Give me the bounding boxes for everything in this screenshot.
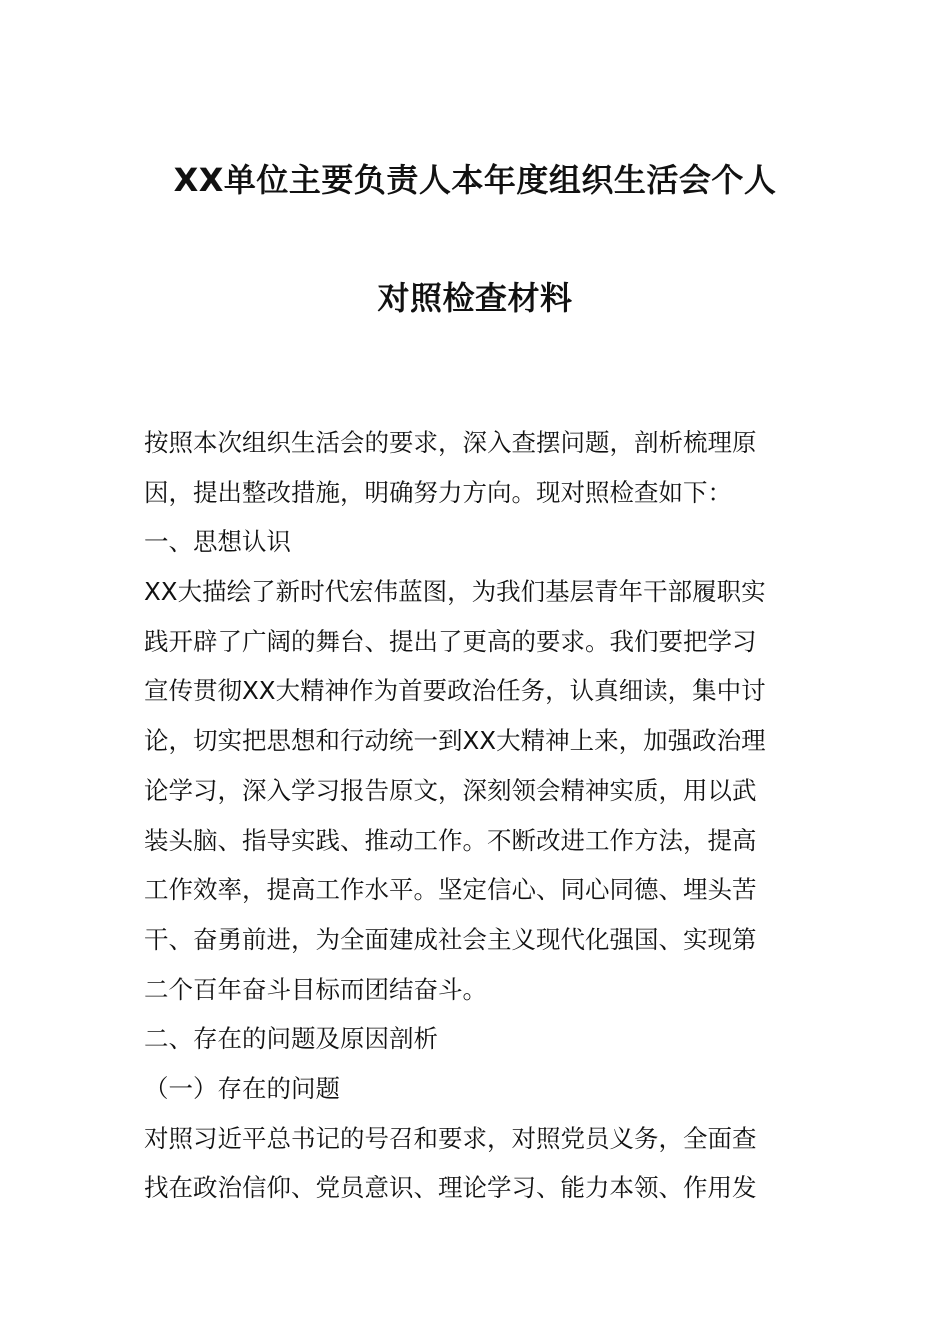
body-line: 装头脑、指导实践、推动工作。不断改进工作方法，提高: [144, 825, 757, 855]
body-line: 工作效率，提高工作水平。坚定信心、同心同德、埋头苦: [144, 875, 757, 905]
body-line: 找在政治信仰、党员意识、理论学习、能力本领、作用发: [144, 1173, 757, 1203]
body-line: 践开辟了广阔的舞台、提出了更高的要求。我们要把学习: [144, 626, 757, 656]
body-line: 按照本次组织生活会的要求，深入查摆问题，剖析梳理原: [144, 428, 757, 457]
body-line: 宣传贯彻XX大精神作为首要政治任务，认真细读，集中讨: [144, 676, 766, 706]
document-body: [144, 418, 808, 1213]
section-heading: 一、思想认识: [144, 527, 291, 557]
body-line: 因，提出整改措施，明确努力方向。现对照检查如下：: [144, 477, 732, 507]
body-line: 对照习近平总书记的号召和要求，对照党员义务，全面查: [144, 1123, 757, 1153]
body-line: 干、奋勇前进，为全面建成社会主义现代化强国、实现第: [144, 924, 757, 954]
subsection-heading: （一）存在的问题: [144, 1073, 340, 1103]
document-title-line-2: 对照检查材料: [377, 279, 573, 317]
section-heading: 二、存在的问题及原因剖析: [144, 1024, 438, 1054]
body-line: 论学习，深入学习报告原文，深刻领会精神实质，用以武: [144, 775, 757, 805]
body-line: XX大描绘了新时代宏伟蓝图，为我们基层青年干部履职实: [144, 577, 766, 607]
document-title-line-1: XX单位主要负责人本年度组织生活会个人: [173, 161, 777, 199]
body-line: 二个百年奋斗目标而团结奋斗。: [144, 974, 487, 1004]
body-line: 论，切实把思想和行动统一到XX大精神上来，加强政治理: [144, 726, 766, 756]
